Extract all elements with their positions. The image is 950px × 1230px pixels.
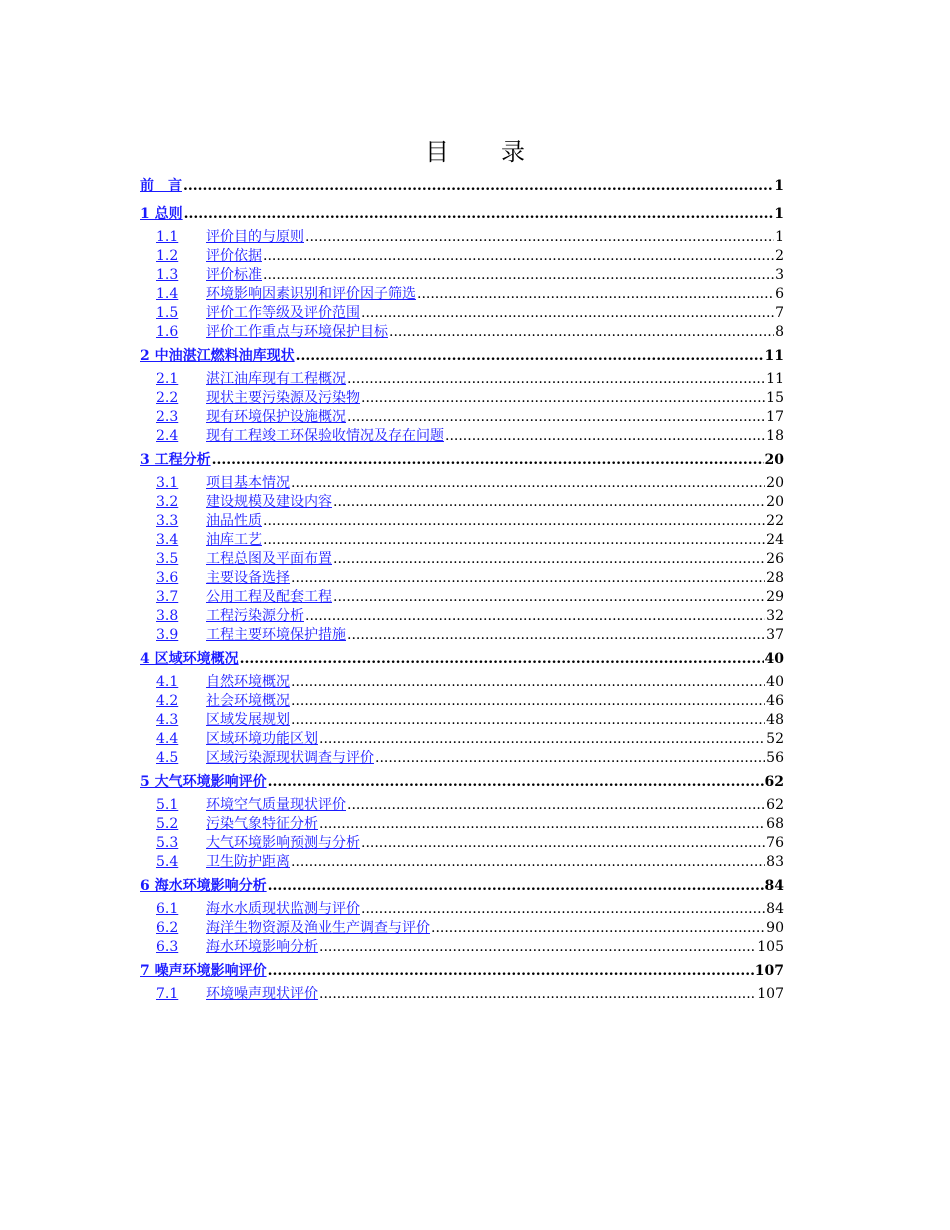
toc-section-entry bbox=[140, 692, 784, 711]
toc-chapter-entry bbox=[140, 645, 784, 673]
toc-section-link[interactable]: 区域污染源现状调查与评价 bbox=[206, 750, 374, 766]
toc-leader-dots bbox=[240, 645, 764, 673]
toc-page-number: 52 bbox=[766, 731, 784, 747]
toc-section-number[interactable]: 2.2 bbox=[156, 390, 179, 406]
toc-page-number: 3 bbox=[775, 267, 784, 283]
toc-section-link[interactable]: 评价工作重点与环境保护目标 bbox=[206, 324, 388, 340]
toc-page-number: 62 bbox=[766, 797, 784, 813]
toc-chapter-entry bbox=[140, 872, 784, 900]
toc-leader-dots bbox=[291, 474, 765, 493]
toc-page-number: 40 bbox=[764, 651, 784, 667]
toc-section-entry bbox=[140, 474, 784, 493]
toc-leader-dots bbox=[347, 626, 765, 645]
toc-section-entry bbox=[140, 427, 784, 446]
toc-chapter-entry bbox=[140, 446, 784, 474]
toc-section-number[interactable]: 1.4 bbox=[156, 286, 179, 302]
toc-leader-dots bbox=[268, 957, 754, 985]
toc-leader-dots bbox=[319, 938, 756, 957]
toc-page-number: 22 bbox=[766, 513, 784, 529]
toc-page-number: 76 bbox=[766, 835, 784, 851]
toc-section-entry bbox=[140, 531, 784, 550]
toc-section-entry bbox=[140, 834, 784, 853]
toc-page-number: 32 bbox=[766, 608, 784, 624]
toc-page-number: 40 bbox=[766, 674, 784, 690]
toc-leader-dots bbox=[319, 985, 756, 1004]
toc-section-number[interactable]: 1.5 bbox=[156, 305, 179, 321]
toc-section-number[interactable]: 1.3 bbox=[156, 267, 179, 283]
toc-page-number: 2 bbox=[775, 248, 784, 264]
toc-section-number[interactable]: 5.1 bbox=[156, 797, 179, 813]
toc-section-entry bbox=[140, 938, 784, 957]
toc-leader-dots bbox=[291, 692, 765, 711]
toc-section-link[interactable]: 工程总图及平面布置 bbox=[206, 551, 332, 567]
toc-chapter-link[interactable]: 3 工程分析 bbox=[140, 452, 211, 468]
toc-page-number: 84 bbox=[766, 901, 784, 917]
toc-page-number: 83 bbox=[766, 854, 784, 870]
toc-section-link[interactable]: 评价依据 bbox=[206, 248, 262, 264]
toc-section-number[interactable]: 3.7 bbox=[156, 589, 179, 605]
toc-leader-dots bbox=[291, 569, 765, 588]
toc-section-number[interactable]: 2.4 bbox=[156, 428, 179, 444]
toc-section-link[interactable]: 主要设备选择 bbox=[206, 570, 290, 586]
toc-section-entry bbox=[140, 370, 784, 389]
toc-leader-dots bbox=[291, 673, 765, 692]
toc-page-number: 7 bbox=[775, 305, 784, 321]
toc-leader-dots bbox=[319, 730, 765, 749]
toc-chapter-link[interactable]: 1 总则 bbox=[140, 206, 183, 222]
toc-section-link[interactable]: 项目基本情况 bbox=[206, 475, 290, 491]
toc-section-link[interactable]: 卫生防护距离 bbox=[206, 854, 290, 870]
toc-chapter-link[interactable]: 7 噪声环境影响评价 bbox=[140, 963, 267, 979]
toc-section-entry bbox=[140, 228, 784, 247]
toc-leader-dots bbox=[333, 588, 765, 607]
toc-section-entry bbox=[140, 796, 784, 815]
toc-section-link[interactable]: 海水水质现状监测与评价 bbox=[206, 901, 360, 917]
toc-section-entry bbox=[140, 323, 784, 342]
toc-leader-dots bbox=[263, 531, 765, 550]
toc-section-number[interactable]: 1.2 bbox=[156, 248, 179, 264]
toc-page-number: 11 bbox=[766, 371, 784, 387]
toc-section-entry bbox=[140, 493, 784, 512]
toc-title: 目 录 bbox=[425, 138, 539, 166]
toc-page-number: 6 bbox=[775, 286, 784, 302]
toc-section-number[interactable]: 1.1 bbox=[156, 229, 179, 245]
toc-leader-dots bbox=[296, 342, 764, 370]
toc-section-number[interactable]: 3.2 bbox=[156, 494, 179, 510]
toc-chapter-link[interactable]: 4 区域环境概况 bbox=[140, 651, 239, 667]
toc-section-link[interactable]: 海水环境影响分析 bbox=[206, 939, 318, 955]
toc-page-number: 84 bbox=[764, 878, 784, 894]
toc-page-number: 68 bbox=[766, 816, 784, 832]
toc-page-number: 18 bbox=[766, 428, 784, 444]
toc-leader-dots bbox=[361, 900, 765, 919]
toc-page-number: 1 bbox=[774, 206, 784, 222]
toc-page-number: 56 bbox=[766, 750, 784, 766]
toc-section-number[interactable]: 7.1 bbox=[156, 986, 179, 1002]
toc-leader-dots bbox=[333, 493, 765, 512]
toc-section-number[interactable]: 1.6 bbox=[156, 324, 179, 340]
toc-section-number[interactable]: 3.8 bbox=[156, 608, 179, 624]
toc-section-number[interactable]: 6.1 bbox=[156, 901, 179, 917]
toc-chapter-entry bbox=[140, 957, 784, 985]
toc-section-link[interactable]: 评价工作等级及评价范围 bbox=[206, 305, 360, 321]
toc-leader-dots bbox=[417, 285, 774, 304]
toc-section-link[interactable]: 区域环境功能区划 bbox=[206, 731, 318, 747]
toc-section-link[interactable]: 区域发展规划 bbox=[206, 712, 290, 728]
toc-section-link[interactable]: 工程主要环境保护措施 bbox=[206, 627, 346, 643]
toc-section-number[interactable]: 6.3 bbox=[156, 939, 179, 955]
toc-page-number: 8 bbox=[775, 324, 784, 340]
toc-section-link[interactable]: 评价目的与原则 bbox=[206, 229, 304, 245]
toc-section-number[interactable]: 4.1 bbox=[156, 674, 179, 690]
toc-section-entry bbox=[140, 550, 784, 569]
toc-leader-dots bbox=[291, 711, 765, 730]
toc-page-number: 46 bbox=[766, 693, 784, 709]
toc-section-number[interactable]: 5.2 bbox=[156, 816, 179, 832]
toc-leader-dots bbox=[212, 446, 764, 474]
toc-leader-dots bbox=[333, 550, 765, 569]
toc-section-entry bbox=[140, 588, 784, 607]
toc-page-number: 29 bbox=[766, 589, 784, 605]
toc-section-link[interactable]: 公用工程及配套工程 bbox=[206, 589, 332, 605]
toc-section-link[interactable]: 环境影响因素识别和评价因子筛选 bbox=[206, 286, 416, 302]
toc-section-number[interactable]: 4.3 bbox=[156, 712, 179, 728]
toc-page-number: 48 bbox=[766, 712, 784, 728]
toc-section-link[interactable]: 工程污染源分析 bbox=[206, 608, 304, 624]
toc-section-link[interactable]: 湛江油库现有工程概况 bbox=[206, 371, 346, 387]
toc-section-entry bbox=[140, 673, 784, 692]
toc-leader-dots bbox=[305, 607, 765, 626]
toc-section-link[interactable]: 油库工艺 bbox=[206, 532, 262, 548]
toc-leader-dots bbox=[389, 323, 774, 342]
toc-leader-dots bbox=[445, 427, 765, 446]
toc-section-link[interactable]: 污染气象特征分析 bbox=[206, 816, 318, 832]
toc-leader-dots bbox=[347, 370, 765, 389]
toc-page-number: 28 bbox=[766, 570, 784, 586]
toc-page-number: 107 bbox=[757, 986, 784, 1002]
toc-page-number: 17 bbox=[766, 409, 784, 425]
toc-section-entry bbox=[140, 900, 784, 919]
toc-page-number: 24 bbox=[766, 532, 784, 548]
toc-page-number: 20 bbox=[764, 452, 784, 468]
toc-leader-dots bbox=[347, 408, 765, 427]
toc-chapter-link[interactable]: 5 大气环境影响评价 bbox=[140, 774, 267, 790]
toc-chapter-link[interactable]: 前 言 bbox=[140, 178, 182, 194]
toc-section-link[interactable]: 大气环境影响预测与分析 bbox=[206, 835, 360, 851]
toc-chapter-entry bbox=[140, 200, 784, 228]
toc-leader-dots bbox=[319, 815, 765, 834]
toc-section-number[interactable]: 6.2 bbox=[156, 920, 179, 936]
toc-section-number[interactable]: 2.1 bbox=[156, 371, 179, 387]
toc-leader-dots bbox=[361, 389, 765, 408]
toc-section-number[interactable]: 4.2 bbox=[156, 693, 179, 709]
toc-leader-dots bbox=[183, 172, 773, 200]
toc-section-entry bbox=[140, 749, 784, 768]
toc-section-link[interactable]: 评价标准 bbox=[206, 267, 262, 283]
toc-leader-dots bbox=[361, 834, 765, 853]
toc-page-number: 15 bbox=[766, 390, 784, 406]
toc-section-link[interactable]: 海洋生物资源及渔业生产调查与评价 bbox=[206, 920, 430, 936]
toc-section-link[interactable]: 现有环境保护设施概况 bbox=[206, 409, 346, 425]
toc-section-link[interactable]: 环境空气质量现状评价 bbox=[206, 797, 346, 813]
table-of-contents bbox=[140, 172, 784, 1004]
toc-leader-dots bbox=[305, 228, 774, 247]
toc-section-entry bbox=[140, 285, 784, 304]
toc-section-number[interactable]: 3.3 bbox=[156, 513, 179, 529]
toc-page-number: 62 bbox=[764, 774, 784, 790]
toc-section-number[interactable]: 3.9 bbox=[156, 627, 179, 643]
toc-section-number[interactable]: 3.4 bbox=[156, 532, 179, 548]
toc-section-link[interactable]: 油品性质 bbox=[206, 513, 262, 529]
toc-section-entry bbox=[140, 919, 784, 938]
toc-section-entry bbox=[140, 626, 784, 645]
toc-section-entry bbox=[140, 815, 784, 834]
toc-section-entry bbox=[140, 304, 784, 323]
toc-section-entry bbox=[140, 408, 784, 427]
toc-page-number: 11 bbox=[764, 348, 784, 364]
toc-section-entry bbox=[140, 247, 784, 266]
toc-page-number: 107 bbox=[754, 963, 784, 979]
toc-page-number: 105 bbox=[757, 939, 784, 955]
toc-section-link[interactable]: 现状主要污染源及污染物 bbox=[206, 390, 360, 406]
toc-chapter-entry bbox=[140, 768, 784, 796]
toc-section-entry bbox=[140, 266, 784, 285]
toc-page-number: 90 bbox=[766, 920, 784, 936]
toc-leader-dots bbox=[268, 872, 764, 900]
toc-section-number[interactable]: 3.6 bbox=[156, 570, 179, 586]
toc-page-number: 26 bbox=[766, 551, 784, 567]
toc-leader-dots bbox=[431, 919, 765, 938]
toc-section-number[interactable]: 5.3 bbox=[156, 835, 179, 851]
toc-leader-dots bbox=[268, 768, 764, 796]
toc-section-entry bbox=[140, 512, 784, 531]
toc-leader-dots bbox=[263, 512, 765, 531]
toc-section-link[interactable]: 自然环境概况 bbox=[206, 674, 290, 690]
toc-page-number: 20 bbox=[766, 475, 784, 491]
toc-leader-dots bbox=[263, 266, 774, 285]
toc-section-number[interactable]: 3.5 bbox=[156, 551, 179, 567]
toc-chapter-entry bbox=[140, 172, 784, 200]
toc-chapter-entry bbox=[140, 342, 784, 370]
toc-section-number[interactable]: 4.4 bbox=[156, 731, 179, 747]
toc-page-number: 1 bbox=[775, 229, 784, 245]
toc-section-number[interactable]: 4.5 bbox=[156, 750, 179, 766]
toc-section-entry bbox=[140, 730, 784, 749]
toc-page-number: 37 bbox=[766, 627, 784, 643]
toc-section-link[interactable]: 环境噪声现状评价 bbox=[206, 986, 318, 1002]
toc-leader-dots bbox=[184, 200, 774, 228]
toc-leader-dots bbox=[263, 247, 774, 266]
toc-section-entry bbox=[140, 569, 784, 588]
toc-section-link[interactable]: 社会环境概况 bbox=[206, 693, 290, 709]
toc-section-link[interactable]: 现有工程竣工环保验收情况及存在问题 bbox=[206, 428, 444, 444]
toc-section-number[interactable]: 2.3 bbox=[156, 409, 179, 425]
toc-leader-dots bbox=[361, 304, 774, 323]
toc-section-number[interactable]: 5.4 bbox=[156, 854, 179, 870]
toc-page-number: 20 bbox=[766, 494, 784, 510]
toc-chapter-link[interactable]: 6 海水环境影响分析 bbox=[140, 878, 267, 894]
toc-leader-dots bbox=[375, 749, 765, 768]
toc-section-link[interactable]: 建设规模及建设内容 bbox=[206, 494, 332, 510]
toc-page-number: 1 bbox=[774, 178, 784, 194]
toc-leader-dots bbox=[291, 853, 765, 872]
toc-section-entry bbox=[140, 853, 784, 872]
toc-section-number[interactable]: 3.1 bbox=[156, 475, 179, 491]
toc-leader-dots bbox=[347, 796, 765, 815]
toc-section-entry bbox=[140, 985, 784, 1004]
toc-section-entry bbox=[140, 389, 784, 408]
toc-chapter-link[interactable]: 2 中油湛江燃料油库现状 bbox=[140, 348, 295, 364]
toc-section-entry bbox=[140, 607, 784, 626]
toc-section-entry bbox=[140, 711, 784, 730]
